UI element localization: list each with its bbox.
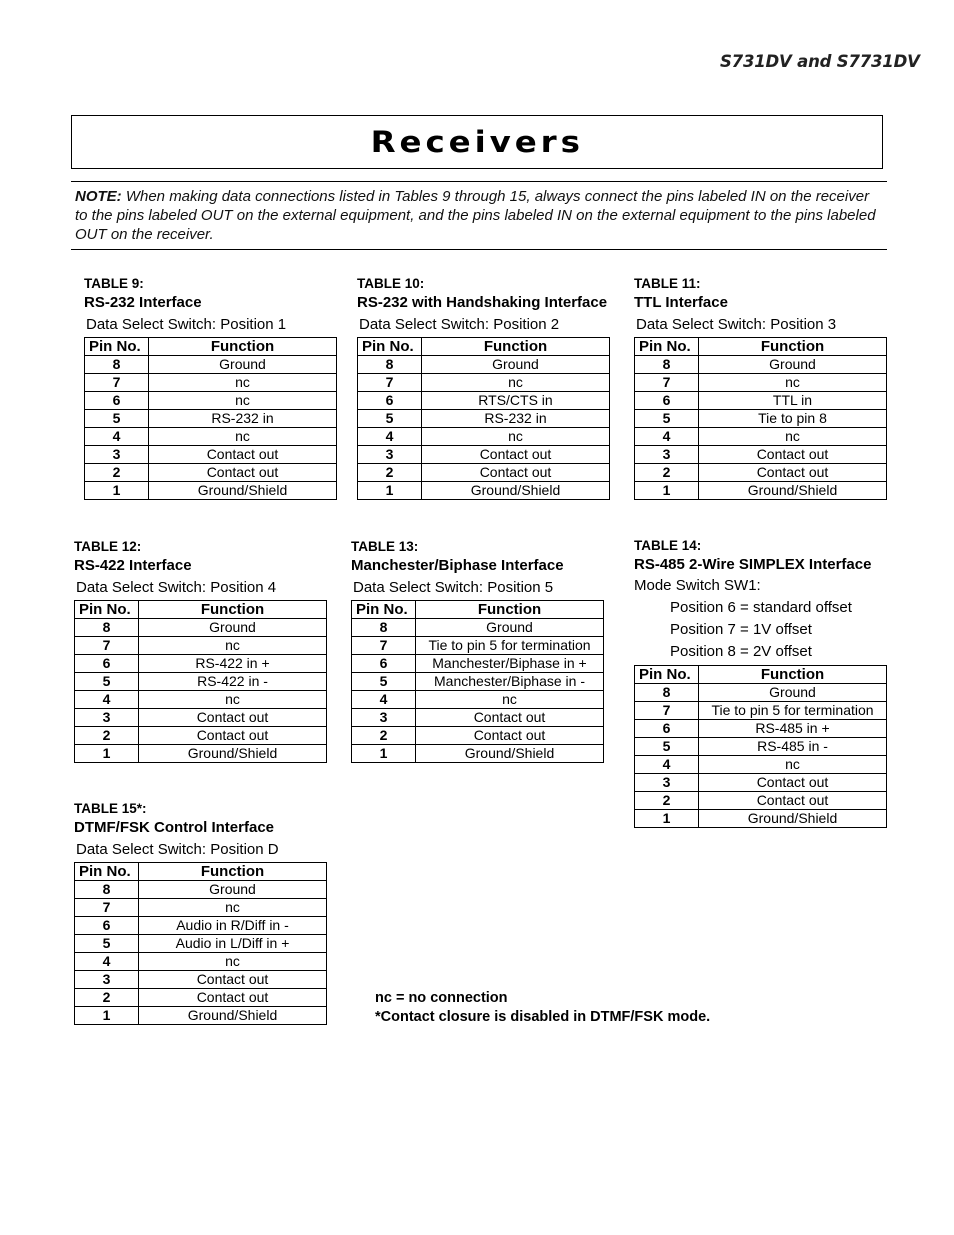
table-row <box>75 881 327 899</box>
pin-function-cell: Contact out <box>699 464 887 482</box>
table-row <box>75 727 327 745</box>
pin-function-cell: Contact out <box>139 727 327 745</box>
table-row <box>75 971 327 989</box>
pin-number-cell: 1 <box>635 810 699 828</box>
pin-number-cell: 4 <box>75 691 139 709</box>
pin-function-cell: Ground/Shield <box>139 1007 327 1025</box>
table-row <box>358 392 610 410</box>
table-label: TABLE 15*: <box>74 801 147 816</box>
table-row <box>635 756 887 774</box>
table-row <box>75 917 327 935</box>
table-row <box>358 446 610 464</box>
table-row <box>358 428 610 446</box>
table-row <box>85 410 337 428</box>
pin-function-cell: Ground/Shield <box>139 745 327 763</box>
pin-number-cell: 5 <box>635 738 699 756</box>
pin-number-cell: 3 <box>75 709 139 727</box>
pin-number-cell: 4 <box>75 953 139 971</box>
pin-function-cell: RS-232 in <box>422 410 610 428</box>
pin-function-cell: Contact out <box>699 774 887 792</box>
pin-function-cell: Contact out <box>139 709 327 727</box>
table-row <box>635 702 887 720</box>
pin-function-cell: Contact out <box>139 971 327 989</box>
pin-function-cell: Manchester/Biphase in + <box>416 655 604 673</box>
pin-function-cell: nc <box>149 392 337 410</box>
pin-function-cell: Tie to pin 5 for termination <box>416 637 604 655</box>
table-title: RS-232 Interface <box>84 294 202 311</box>
pin-function-cell: nc <box>422 374 610 392</box>
function-column-header: Function <box>699 666 887 684</box>
table-row <box>85 464 337 482</box>
pin-number-cell: 6 <box>635 392 699 410</box>
pin-number-cell: 5 <box>85 410 149 428</box>
table-row <box>352 727 604 745</box>
pin-column-header: Pin No. <box>358 338 422 356</box>
table-row <box>635 810 887 828</box>
pin-table <box>634 665 887 828</box>
pin-number-cell: 2 <box>358 464 422 482</box>
table-row <box>635 774 887 792</box>
pin-function-cell: Manchester/Biphase in - <box>416 673 604 691</box>
connection-note <box>75 187 885 244</box>
table-title: Manchester/Biphase Interface <box>351 557 564 574</box>
document-header: S731DV and S7731DV <box>720 52 920 71</box>
pin-number-cell: 6 <box>75 917 139 935</box>
pin-function-cell: Ground <box>416 619 604 637</box>
pin-number-cell: 1 <box>75 1007 139 1025</box>
pin-number-cell: 8 <box>635 684 699 702</box>
pin-number-cell: 4 <box>352 691 416 709</box>
table-switch-setting: Data Select Switch: Position 5 <box>353 579 554 596</box>
table-row <box>635 464 887 482</box>
pin-function-cell: Contact out <box>699 792 887 810</box>
table-row <box>635 792 887 810</box>
note-text: When making data connections listed in Tables 9 through 15, always connect the pins labeled IN on the receiver to the pins labeled OUT on the external equipment, and the pins labeled IN on the external equipment to the pins labeled OUT on the receiver. <box>75 188 876 243</box>
table-row <box>635 684 887 702</box>
pin-column-header: Pin No. <box>635 338 699 356</box>
pin-function-cell: Contact out <box>149 464 337 482</box>
table-row <box>85 428 337 446</box>
pin-number-cell: 8 <box>352 619 416 637</box>
pin-function-cell: nc <box>699 428 887 446</box>
table-switch-setting: Data Select Switch: Position 1 <box>86 316 287 333</box>
pin-number-cell: 4 <box>635 756 699 774</box>
pin-table <box>634 337 887 500</box>
table-13-block <box>351 538 604 763</box>
table-10-block <box>357 275 610 500</box>
pin-function-cell: Ground <box>699 356 887 374</box>
pin-number-cell: 2 <box>75 989 139 1007</box>
pin-number-cell: 4 <box>358 428 422 446</box>
pin-number-cell: 7 <box>75 637 139 655</box>
table-row <box>635 720 887 738</box>
pin-number-cell: 3 <box>85 446 149 464</box>
pin-function-cell: RS-232 in <box>149 410 337 428</box>
table-15-block <box>74 800 327 1025</box>
table-row <box>358 410 610 428</box>
pin-function-cell: nc <box>139 691 327 709</box>
table-14-block <box>634 537 887 828</box>
table-title: DTMF/FSK Control Interface <box>74 819 275 836</box>
table-row <box>85 446 337 464</box>
table-row <box>352 619 604 637</box>
table-row <box>635 428 887 446</box>
pin-number-cell: 6 <box>352 655 416 673</box>
pin-number-cell: 7 <box>635 374 699 392</box>
mode-position: Position 6 = standard offset <box>670 599 852 616</box>
table-row <box>75 745 327 763</box>
pin-number-cell: 1 <box>635 482 699 500</box>
pin-number-cell: 6 <box>358 392 422 410</box>
table-row <box>75 953 327 971</box>
table-title: TTL Interface <box>634 294 728 311</box>
pin-function-cell: Contact out <box>416 709 604 727</box>
footnote-contact-closure: *Contact closure is disabled in DTMF/FSK mode. <box>375 1009 711 1025</box>
table-row <box>358 374 610 392</box>
table-row <box>75 637 327 655</box>
table-row <box>85 482 337 500</box>
pin-function-cell: Contact out <box>149 446 337 464</box>
pin-number-cell: 3 <box>635 446 699 464</box>
pin-function-cell: Contact out <box>139 989 327 1007</box>
pin-number-cell: 2 <box>75 727 139 745</box>
pin-column-header: Pin No. <box>85 338 149 356</box>
pin-function-cell: nc <box>416 691 604 709</box>
pin-number-cell: 5 <box>358 410 422 428</box>
pin-function-cell: Tie to pin 8 <box>699 410 887 428</box>
table-row <box>352 673 604 691</box>
pin-number-cell: 1 <box>352 745 416 763</box>
pin-function-cell: Ground/Shield <box>699 482 887 500</box>
pin-number-cell: 5 <box>75 673 139 691</box>
function-column-header: Function <box>422 338 610 356</box>
table-label: TABLE 10: <box>357 276 425 291</box>
note-bottom-rule <box>71 249 887 250</box>
pin-function-cell: Ground <box>422 356 610 374</box>
table-label: TABLE 12: <box>74 539 142 554</box>
table-switch-setting: Data Select Switch: Position 2 <box>359 316 560 333</box>
pin-number-cell: 2 <box>85 464 149 482</box>
table-label: TABLE 9: <box>84 276 144 291</box>
table-switch-setting: Data Select Switch: Position 3 <box>636 316 837 333</box>
table-row <box>635 410 887 428</box>
function-column-header: Function <box>699 338 887 356</box>
pin-number-cell: 8 <box>635 356 699 374</box>
table-row <box>358 482 610 500</box>
function-column-header: Function <box>139 601 327 619</box>
table-label: TABLE 11: <box>634 276 701 291</box>
pin-function-cell: RS-485 in + <box>699 720 887 738</box>
function-column-header: Function <box>139 863 327 881</box>
table-row <box>75 989 327 1007</box>
table-title: RS-422 Interface <box>74 557 192 574</box>
pin-number-cell: 8 <box>85 356 149 374</box>
pin-table <box>351 600 604 763</box>
table-row <box>635 356 887 374</box>
footnotes <box>375 989 710 1027</box>
table-row <box>352 655 604 673</box>
pin-table <box>74 600 327 763</box>
pin-number-cell: 2 <box>635 792 699 810</box>
pin-function-cell: nc <box>139 953 327 971</box>
pin-function-cell: Tie to pin 5 for termination <box>699 702 887 720</box>
pin-function-cell: Ground/Shield <box>149 482 337 500</box>
pin-number-cell: 4 <box>85 428 149 446</box>
table-row <box>75 691 327 709</box>
table-row <box>352 691 604 709</box>
table-row <box>75 899 327 917</box>
table-row <box>352 637 604 655</box>
pin-number-cell: 7 <box>75 899 139 917</box>
pin-function-cell: Contact out <box>416 727 604 745</box>
pin-number-cell: 3 <box>75 971 139 989</box>
table-row <box>358 464 610 482</box>
table-row <box>85 374 337 392</box>
page-title-box <box>71 115 883 169</box>
pin-number-cell: 7 <box>85 374 149 392</box>
pin-function-cell: Ground/Shield <box>416 745 604 763</box>
pin-function-cell: Ground/Shield <box>422 482 610 500</box>
pin-function-cell: nc <box>149 374 337 392</box>
pin-function-cell: Ground <box>139 881 327 899</box>
pin-function-cell: RS-422 in + <box>139 655 327 673</box>
pin-function-cell: nc <box>699 374 887 392</box>
pin-function-cell: RS-485 in - <box>699 738 887 756</box>
pin-number-cell: 5 <box>75 935 139 953</box>
note-top-rule <box>71 181 887 182</box>
table-row <box>75 673 327 691</box>
pin-function-cell: Ground <box>699 684 887 702</box>
pin-function-cell: Ground/Shield <box>699 810 887 828</box>
pin-number-cell: 3 <box>635 774 699 792</box>
pin-number-cell: 1 <box>358 482 422 500</box>
table-switch-setting: Data Select Switch: Position 4 <box>76 579 277 596</box>
table-row <box>75 935 327 953</box>
pin-number-cell: 1 <box>85 482 149 500</box>
pin-function-cell: nc <box>139 637 327 655</box>
table-row <box>85 356 337 374</box>
pin-column-header: Pin No. <box>635 666 699 684</box>
pin-number-cell: 4 <box>635 428 699 446</box>
pin-table <box>84 337 337 500</box>
pin-function-cell: RTS/CTS in <box>422 392 610 410</box>
table-row <box>635 374 887 392</box>
pin-function-cell: Ground <box>149 356 337 374</box>
footnote-nc: nc = no connection <box>375 990 508 1006</box>
pin-number-cell: 1 <box>75 745 139 763</box>
table-switch-setting: Data Select Switch: Position D <box>76 841 279 858</box>
pin-number-cell: 2 <box>635 464 699 482</box>
mode-switch-label: Mode Switch SW1: <box>634 577 761 594</box>
pin-function-cell: RS-422 in - <box>139 673 327 691</box>
table-row <box>635 392 887 410</box>
mode-position: Position 7 = 1V offset <box>670 621 812 638</box>
table-row <box>75 655 327 673</box>
pin-function-cell: TTL in <box>699 392 887 410</box>
pin-number-cell: 7 <box>635 702 699 720</box>
pin-number-cell: 8 <box>358 356 422 374</box>
pin-function-cell: Contact out <box>699 446 887 464</box>
table-row <box>352 745 604 763</box>
page-title: Receivers <box>370 125 584 159</box>
table-row <box>352 709 604 727</box>
pin-function-cell: Audio in L/Diff in + <box>139 935 327 953</box>
table-row <box>635 738 887 756</box>
table-title: RS-485 2-Wire SIMPLEX Interface <box>634 556 872 573</box>
pin-column-header: Pin No. <box>75 601 139 619</box>
pin-number-cell: 7 <box>358 374 422 392</box>
pin-number-cell: 5 <box>635 410 699 428</box>
table-label: TABLE 13: <box>351 539 419 554</box>
pin-number-cell: 3 <box>358 446 422 464</box>
pin-function-cell: nc <box>699 756 887 774</box>
function-column-header: Function <box>416 601 604 619</box>
table-row <box>75 709 327 727</box>
pin-function-cell: nc <box>422 428 610 446</box>
note-label: NOTE: <box>75 188 122 205</box>
table-row <box>75 1007 327 1025</box>
pin-number-cell: 2 <box>352 727 416 745</box>
pin-table <box>74 862 327 1025</box>
pin-number-cell: 6 <box>635 720 699 738</box>
table-row <box>75 619 327 637</box>
pin-number-cell: 8 <box>75 881 139 899</box>
table-row <box>635 482 887 500</box>
function-column-header: Function <box>149 338 337 356</box>
table-9-block <box>84 275 337 500</box>
table-row <box>85 392 337 410</box>
pin-function-cell: nc <box>139 899 327 917</box>
pin-number-cell: 3 <box>352 709 416 727</box>
pin-number-cell: 6 <box>85 392 149 410</box>
pin-number-cell: 8 <box>75 619 139 637</box>
pin-table <box>357 337 610 500</box>
pin-column-header: Pin No. <box>352 601 416 619</box>
mode-position: Position 8 = 2V offset <box>670 643 812 660</box>
pin-number-cell: 7 <box>352 637 416 655</box>
pin-function-cell: Contact out <box>422 464 610 482</box>
table-label: TABLE 14: <box>634 538 702 553</box>
pin-number-cell: 5 <box>352 673 416 691</box>
pin-function-cell: Contact out <box>422 446 610 464</box>
table-row <box>635 446 887 464</box>
table-row <box>358 356 610 374</box>
table-title: RS-232 with Handshaking Interface <box>357 294 608 311</box>
table-12-block <box>74 538 327 763</box>
table-11-block <box>634 275 887 500</box>
pin-function-cell: Ground <box>139 619 327 637</box>
pin-function-cell: Audio in R/Diff in - <box>139 917 327 935</box>
pin-function-cell: nc <box>149 428 337 446</box>
pin-number-cell: 6 <box>75 655 139 673</box>
pin-column-header: Pin No. <box>75 863 139 881</box>
